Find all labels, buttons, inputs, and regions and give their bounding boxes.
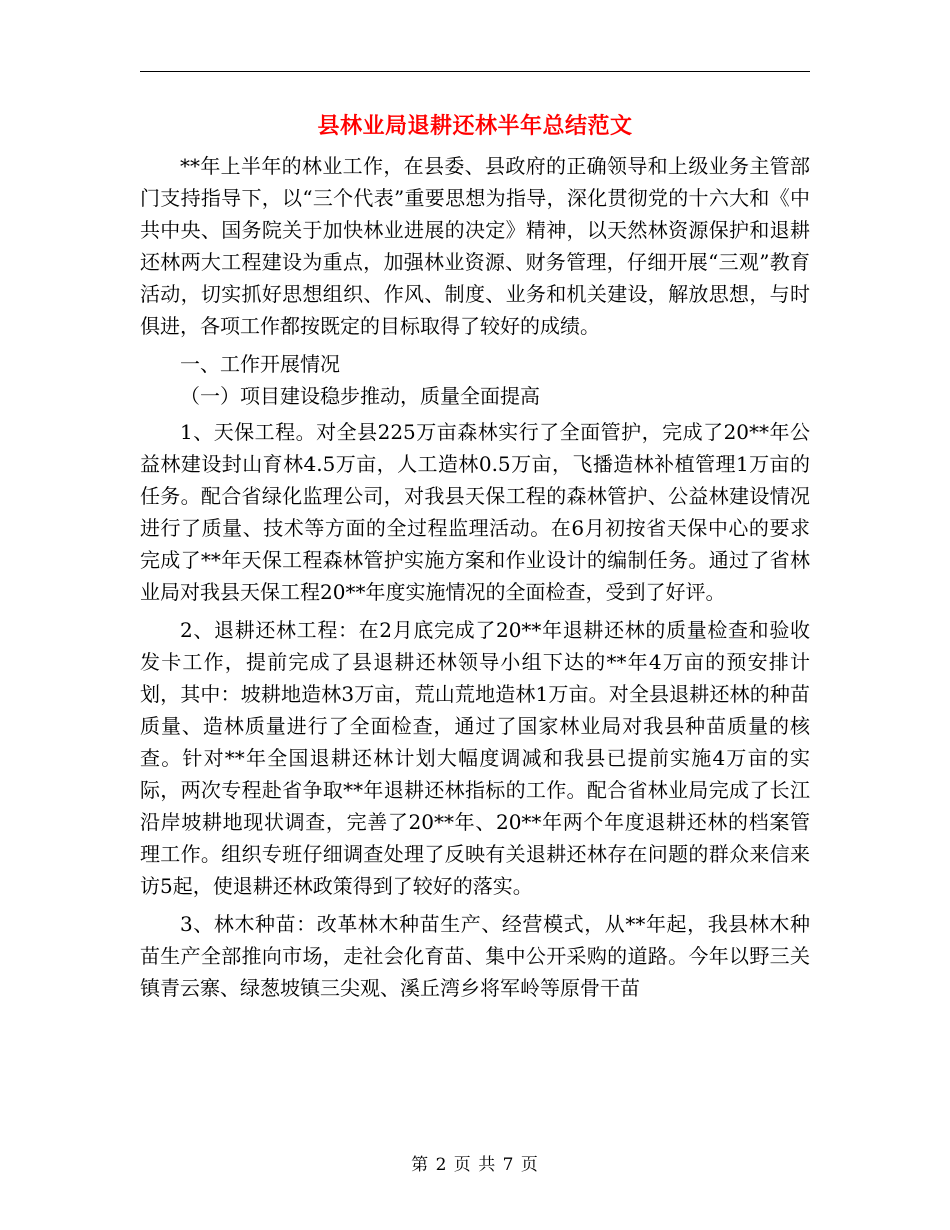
document-body: [140, 150, 810, 1004]
document-title: 县林业局退耕还林半年总结范文: [317, 113, 633, 139]
intro-paragraph: **年上半年的林业工作，在县委、县政府的正确领导和上级业务主管部门支持指导下，以“三个代表”重要思想为指导，深化贯彻党的十六大和《中共中央、国务院关于加快林业进展的决定》精神，以天然林资源保护和退耕还林两大工程建设为重点，加强林业资源、财务管理，仔细开展“三观”教育活动，切实抓好思想组织、作风、制度、业务和机关建设，解放思想，与时俱进，各项工作都按既定的目标取得了较好的成绩。: [140, 154, 810, 338]
paragraph-tuigeng: 2、退耕还林工程：在2月底完成了20**年退耕还林的质量检查和验收发卡工作，提前完成了县退耕还林领导小组下达的**年4万亩的预安排计划，其中：坡耕地造林3万亩，荒山荒地造林1万亩。对全县退耕还林的种苗质量、造林质量进行了全面检查，通过了国家林业局对我县种苗质量的核查。针对**年全国退耕还林计划大幅度调减和我县已提前实施4万亩的实际，两次专程赴省争取**年退耕还林指标的工作。配合省林业局完成了长江沿岸坡耕地现状调查，完善了20**年、20**年两个年度退耕还林的档案管理工作。组织专班仔细调查处理了反映有关退耕还林存在问题的群众来信来访5起，使退耕还林政策得到了较好的落实。: [140, 618, 810, 898]
paragraph-tianbao: 1、天保工程。对全县225万亩森林实行了全面管护，完成了20**年公益林建设封山育林4.5万亩，人工造林0.5万亩，飞播造林补植管理1万亩的任务。配合省绿化监理公司，对我县天保工程的森林管护、公益林建设情况进行了质量、技术等方面的全过程监理活动。在6月初按省天保中心的要求完成了**年天保工程森林管护实施方案和作业设计的编制任务。通过了省林业局对我县天保工程20**年度实施情况的全面检查，受到了好评。: [140, 420, 810, 604]
header-rule: [140, 71, 810, 72]
subsection-heading: （一）项目建设稳步推动，质量全面提高: [180, 384, 540, 408]
section-heading: 一、工作开展情况: [180, 352, 340, 376]
page-number: 第 2 页 共 7 页: [411, 1155, 539, 1175]
paragraph-zhongmiao: 3、林木种苗：改革林木种苗生产、经营模式，从**年起，我县林木种苗生产全部推向市场，走社会化育苗、集中公开采购的道路。今年以野三关镇青云寨、绿葱坡镇三尖观、溪丘湾乡将军岭等原骨干苗: [140, 912, 810, 1000]
